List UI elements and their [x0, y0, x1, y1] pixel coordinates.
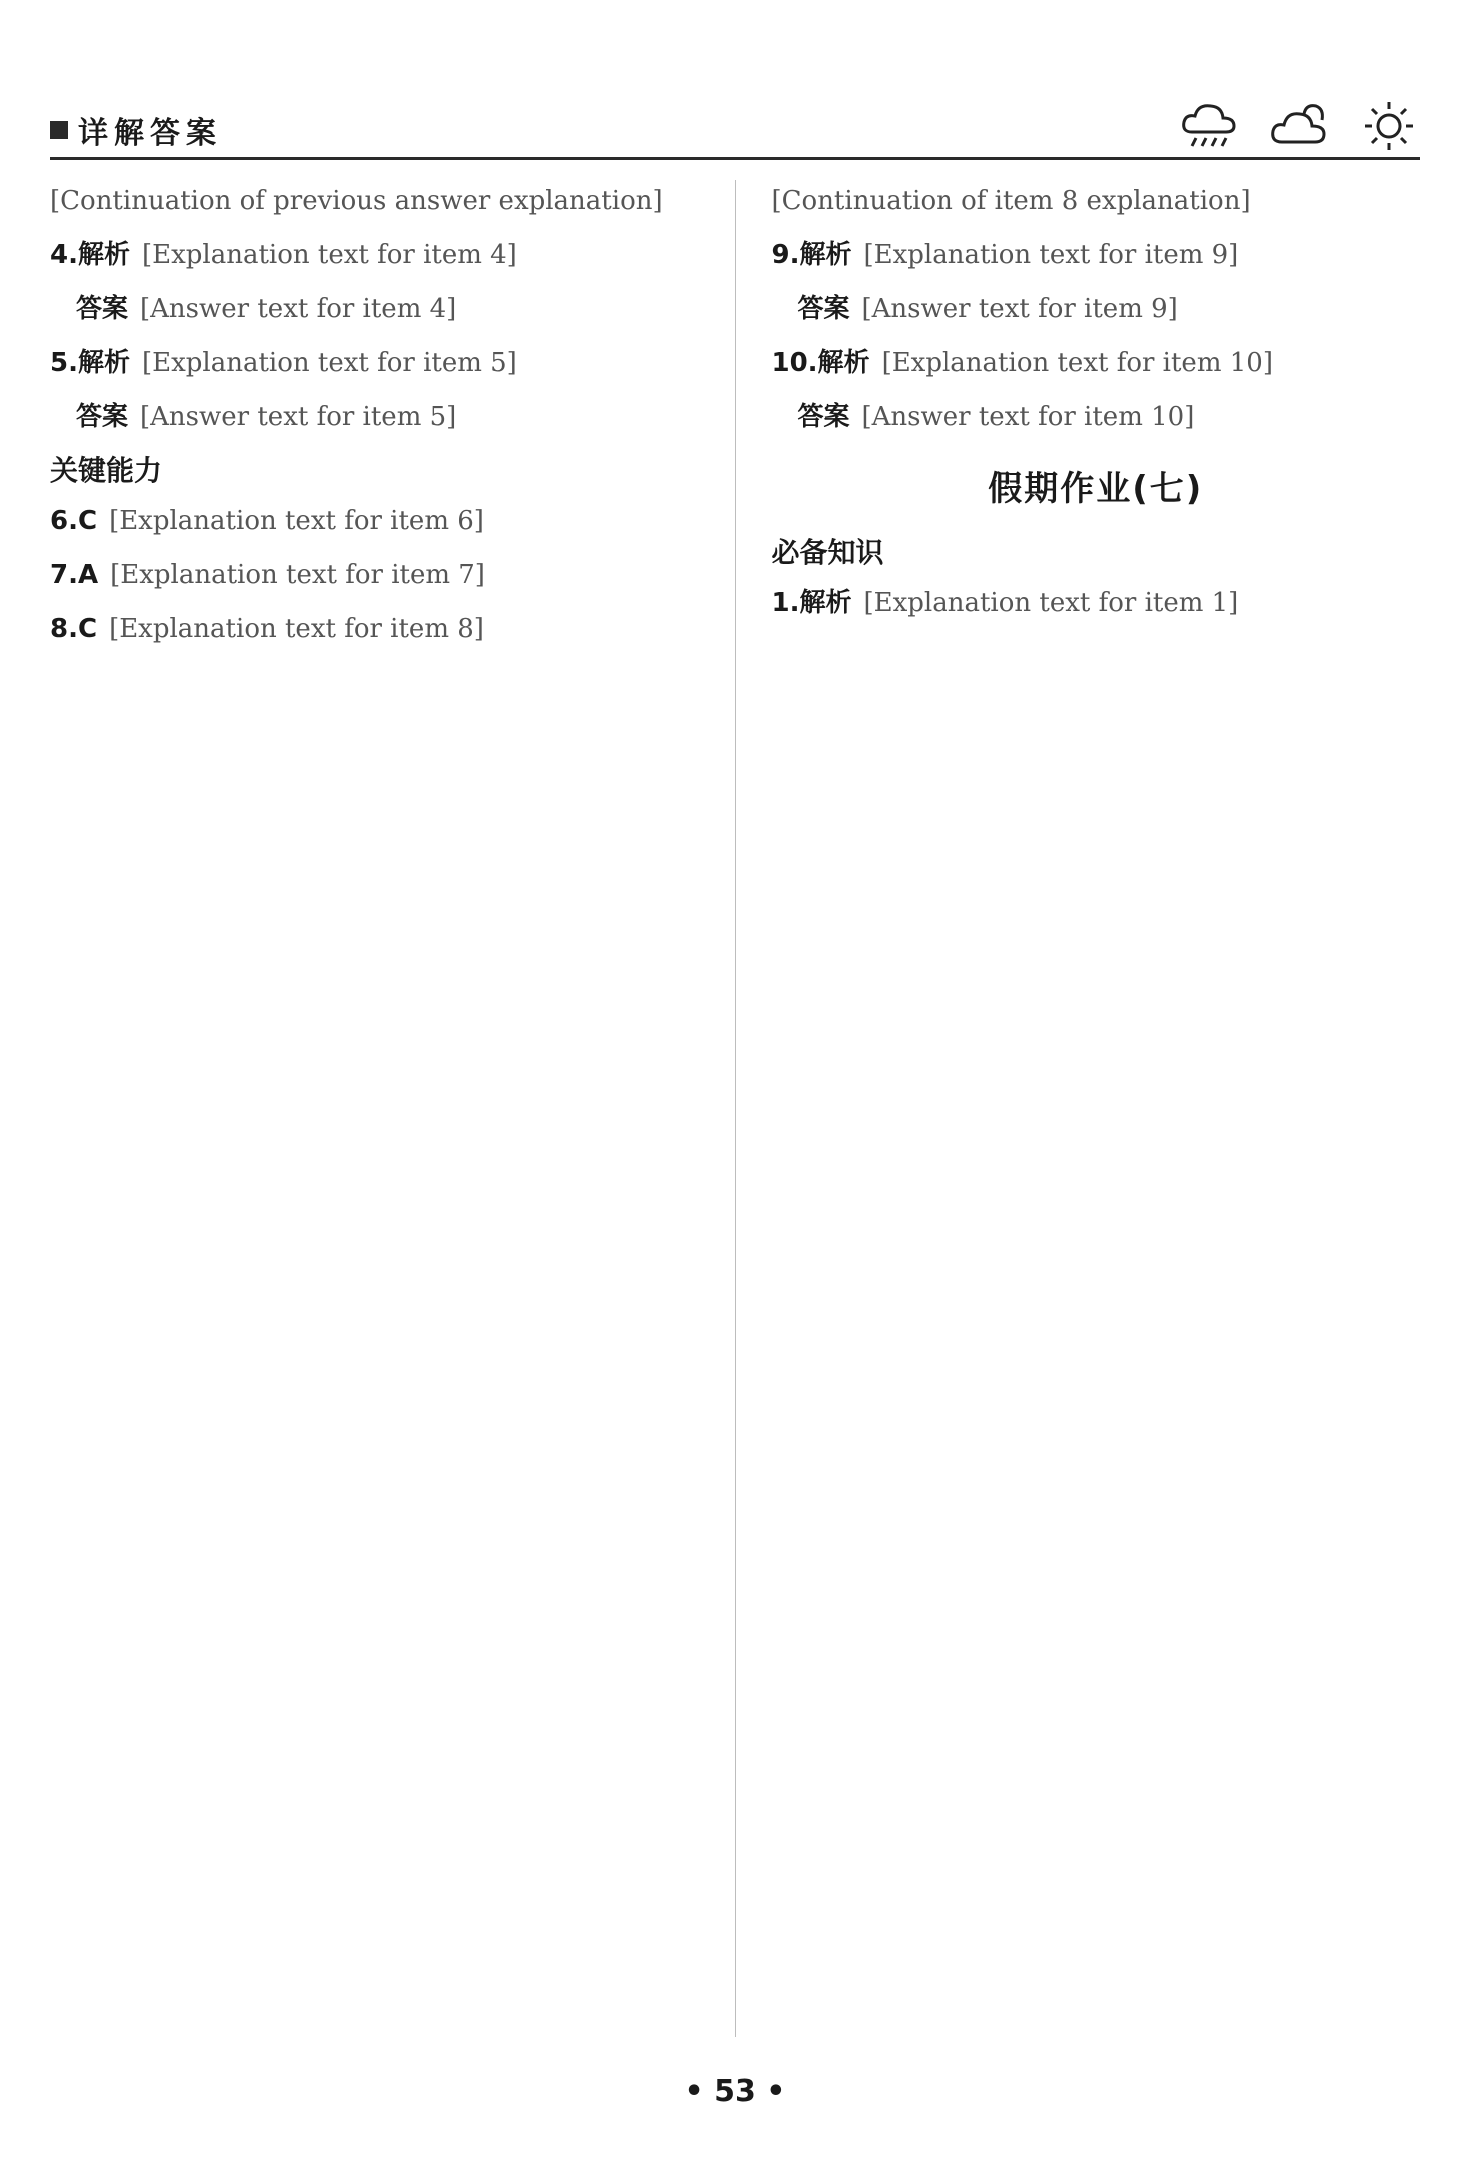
- answer-item: [50, 396, 699, 438]
- answer-item: [772, 288, 1421, 330]
- item-label: 答案: [76, 402, 129, 432]
- item-text: [Explanation text for item 9]: [863, 240, 1239, 270]
- item-label: 9.解析: [771, 240, 852, 270]
- answer-item: [50, 554, 699, 596]
- item-text: [Answer text for item 9]: [861, 294, 1178, 324]
- column-divider: [735, 180, 736, 2037]
- header-banner: [50, 108, 222, 152]
- answer-item: [50, 342, 699, 384]
- item-label: 5.解析: [50, 348, 130, 378]
- item-label: 1.解析: [771, 588, 852, 618]
- item-text: [Explanation text for item 1]: [863, 588, 1239, 618]
- item-label: 6.C: [50, 506, 98, 536]
- rain-cloud-icon: [1178, 98, 1240, 154]
- page-number: • 53 •: [684, 2074, 786, 2109]
- item-text: [Continuation of previous answer explanation]: [50, 186, 663, 216]
- answer-item: [50, 608, 699, 650]
- item-label: 4.解析: [50, 240, 130, 270]
- item-text: [Answer text for item 10]: [861, 402, 1195, 432]
- item-label: 答案: [797, 402, 850, 432]
- section-title: 必备知识: [771, 536, 884, 569]
- answer-item: [50, 500, 699, 542]
- answer-item: [772, 180, 1421, 222]
- banner-title: 详解答案: [78, 116, 222, 151]
- header-rule: [50, 157, 1420, 160]
- item-text: [Explanation text for item 8]: [109, 614, 484, 644]
- item-text: [Explanation text for item 4]: [141, 240, 517, 270]
- item-label: 答案: [797, 294, 850, 324]
- item-label: 10.解析: [771, 348, 870, 378]
- sun-icon: [1358, 98, 1420, 154]
- section-title: 关键能力: [50, 454, 163, 487]
- item-text: [Explanation text for item 10]: [881, 348, 1273, 378]
- item-text: [Explanation text for item 6]: [109, 506, 484, 536]
- item-text: [Explanation text for item 5]: [141, 348, 517, 378]
- item-text: [Answer text for item 5]: [140, 402, 457, 432]
- right-column: [772, 180, 1421, 2037]
- page-header: [50, 90, 1420, 160]
- cloud-sun-icon: [1268, 98, 1330, 154]
- item-label: 7.A: [50, 560, 99, 590]
- weather-icons: [1178, 98, 1420, 154]
- answer-item: [50, 288, 699, 330]
- item-text: [Continuation of item 8 explanation]: [771, 186, 1251, 216]
- answer-item: [772, 342, 1421, 384]
- answer-item: [772, 582, 1421, 624]
- answer-item: [772, 234, 1421, 276]
- answer-item: [50, 180, 699, 222]
- banner-square-icon: [50, 121, 68, 139]
- left-column: [50, 180, 699, 2037]
- answer-columns: [50, 180, 1420, 2037]
- item-text: [Answer text for item 4]: [140, 294, 457, 324]
- answer-item: [50, 234, 699, 276]
- answer-item: [772, 396, 1421, 438]
- item-text: [Explanation text for item 7]: [110, 560, 485, 590]
- homework-title: 假期作业(七): [988, 469, 1204, 509]
- item-label: 答案: [76, 294, 129, 324]
- item-label: 8.C: [50, 614, 98, 644]
